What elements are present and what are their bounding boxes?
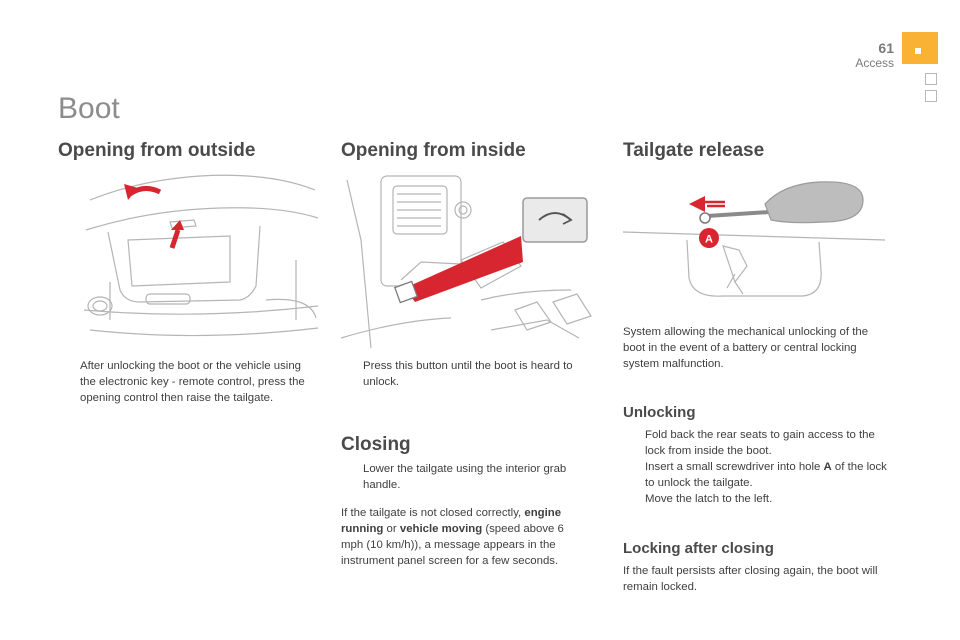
section-tab[interactable] bbox=[925, 90, 937, 102]
interior-dashboard-illustration bbox=[341, 170, 603, 348]
boot-release-button bbox=[523, 198, 587, 242]
page-number: 61 bbox=[878, 40, 894, 56]
heading-locking-after-closing: Locking after closing bbox=[623, 540, 774, 557]
heading-opening-inside: Opening from inside bbox=[341, 140, 526, 161]
screwdriver-handle bbox=[765, 182, 863, 223]
tailgate-lock-illustration bbox=[623, 170, 889, 310]
section-tab[interactable] bbox=[925, 73, 937, 85]
instructions-opening-inside: Press this button until the boot is heard to unlock. bbox=[363, 360, 573, 388]
tailgate-release-intro: System allowing the mechanical unlocking of the boot in the event of a battery or central locking system malfunction. bbox=[623, 326, 869, 370]
hole-a-label: A bbox=[705, 233, 713, 246]
page-title: Boot bbox=[58, 92, 120, 125]
heading-unlocking: Unlocking bbox=[623, 404, 696, 421]
tab-marker-icon bbox=[915, 48, 921, 54]
red-callout-wedge-icon bbox=[405, 236, 523, 302]
instructions-unlocking: Fold back the rear seats to gain access to the lock from inside the boot. Insert a small screwdriver into hole A of the lock to unlock the tailgate. Move the latch to the left. bbox=[645, 429, 887, 505]
closing-warning-paragraph: If the tailgate is not closed correctly, engine running or vehicle moving (speed above 6 mph (10 km/h)), a message appears in the instrument panel screen for a few seconds. bbox=[341, 507, 564, 567]
instructions-closing: Lower the tailgate using the interior grab handle. bbox=[363, 463, 567, 491]
heading-tailgate-release: Tailgate release bbox=[623, 140, 765, 161]
boot-exterior-illustration bbox=[80, 170, 320, 348]
screwdriver-shaft bbox=[707, 212, 769, 216]
instructions-opening-outside: After unlocking the boot or the vehicle using the electronic key - remote control, press the opening control then raise the tailgate. bbox=[80, 360, 305, 404]
section-name: Access bbox=[855, 56, 894, 70]
heading-opening-outside: Opening from outside bbox=[58, 140, 256, 161]
red-arrow-left-icon bbox=[689, 196, 725, 212]
locking-after-closing-text: If the fault persists after closing again, the boot will remain locked. bbox=[623, 565, 878, 593]
heading-closing: Closing bbox=[341, 434, 411, 455]
